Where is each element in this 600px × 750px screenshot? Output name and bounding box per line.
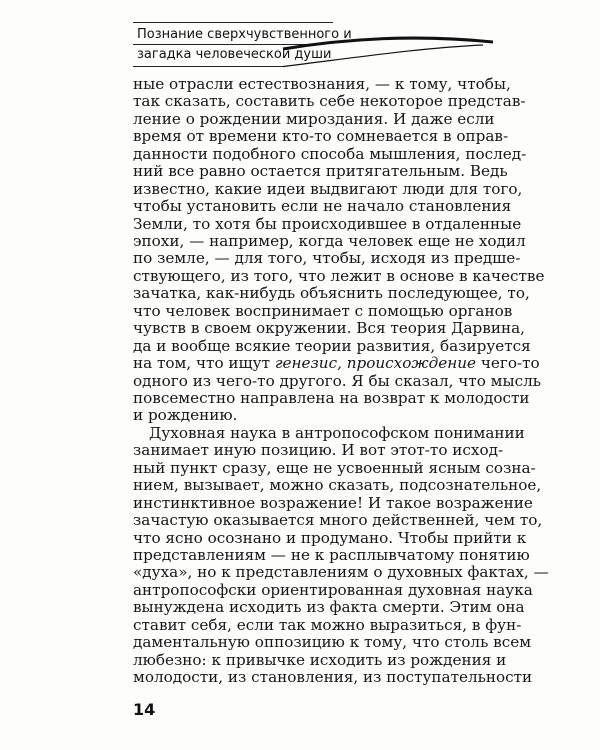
text-line: ление о рождении мироздания. И даже если (133, 109, 495, 128)
text-line: и рождению. (133, 406, 238, 425)
text-line: представлениям — не к расплывчатому понятию (133, 545, 530, 564)
text-line: повсеместно направлена на возврат к молодости (133, 388, 530, 407)
text-line: да и вообще всякие теории развития, базируется (133, 336, 531, 355)
text-line: чувств в своем окружении. Вся теория Дарвина, (133, 319, 525, 338)
text-line: вынуждена исходить из факта смерти. Этим она (133, 598, 525, 617)
text-line: зачатка, как-нибудь объяснить последующее, то, (133, 284, 530, 303)
text-line: ствующего, из того, что лежит в основе в качестве (133, 266, 545, 285)
text-line: даментальную оппозицию к тому, что столь всем (133, 633, 532, 652)
text-line: ний все равно остается притягательным. Ведь (133, 162, 508, 181)
header-title-line-1: Познание сверхчувственного и (137, 27, 352, 42)
text-segment: чего-то (480, 354, 540, 373)
text-line: одного из чего-то другого. Я бы сказал, что мысль (133, 371, 542, 390)
text-line: время от времени кто-то сомневается в оправ- (133, 127, 509, 146)
text-line: «духа», но к представлениям о духовных фактах, — (133, 563, 549, 582)
text-line: занимает иную позицию. И вот этот-то исход- (133, 441, 504, 460)
text-line: эпохи, — например, когда человек еще не ходил (133, 232, 526, 250)
text-line: антропософски ориентированная духовная наука (133, 580, 533, 599)
text-line: чтобы установить если не начало становления (133, 197, 512, 216)
text-line-with-emphasis (133, 354, 540, 373)
header-title-line-2: загадка человеческой души (137, 47, 332, 62)
text-line: инстинктивное возражение! И такое возражение (133, 493, 533, 512)
text-line: Земли, то хотя бы происходившее в отдаленные (133, 214, 522, 233)
text-line: ные отрасли естествознания, — к тому, чтобы, (133, 75, 511, 93)
emphasized-text: генезис, происхождение (274, 354, 477, 373)
text-line: Духовная наука в антропософском понимании (149, 423, 525, 442)
text-segment: на том, что ищут (133, 354, 271, 373)
text-line: любезно: к привычке исходить из рождения и (133, 650, 507, 669)
text-line: молодости, из становления, из поступательности (133, 668, 533, 686)
text-line: что ясно осознано и продумано. Чтобы прийти к (133, 528, 527, 547)
text-line: ный пункт сразу, еще не усвоенный ясным сознa- (133, 458, 536, 477)
text-line: нием, вызывает, можно сказать, подсознательное, (133, 476, 542, 495)
text-line: что человек воспринимает с помощью органов (133, 301, 513, 320)
text-line: ставит себя, если так можно выразиться, в фун- (133, 615, 522, 634)
page-number: 14 (133, 700, 156, 719)
text-line: зачастую оказывается много действенней, чем то, (133, 511, 543, 529)
text-line: данности подобного способа мышления, послед- (133, 144, 527, 163)
text-line: известно, какие идеи выдвигают люди для того, (133, 179, 523, 198)
text-line: так сказать, составить себе некоторое представ- (133, 92, 526, 111)
text-line: по земле, — для того, чтобы, исходя из предше- (133, 249, 521, 268)
